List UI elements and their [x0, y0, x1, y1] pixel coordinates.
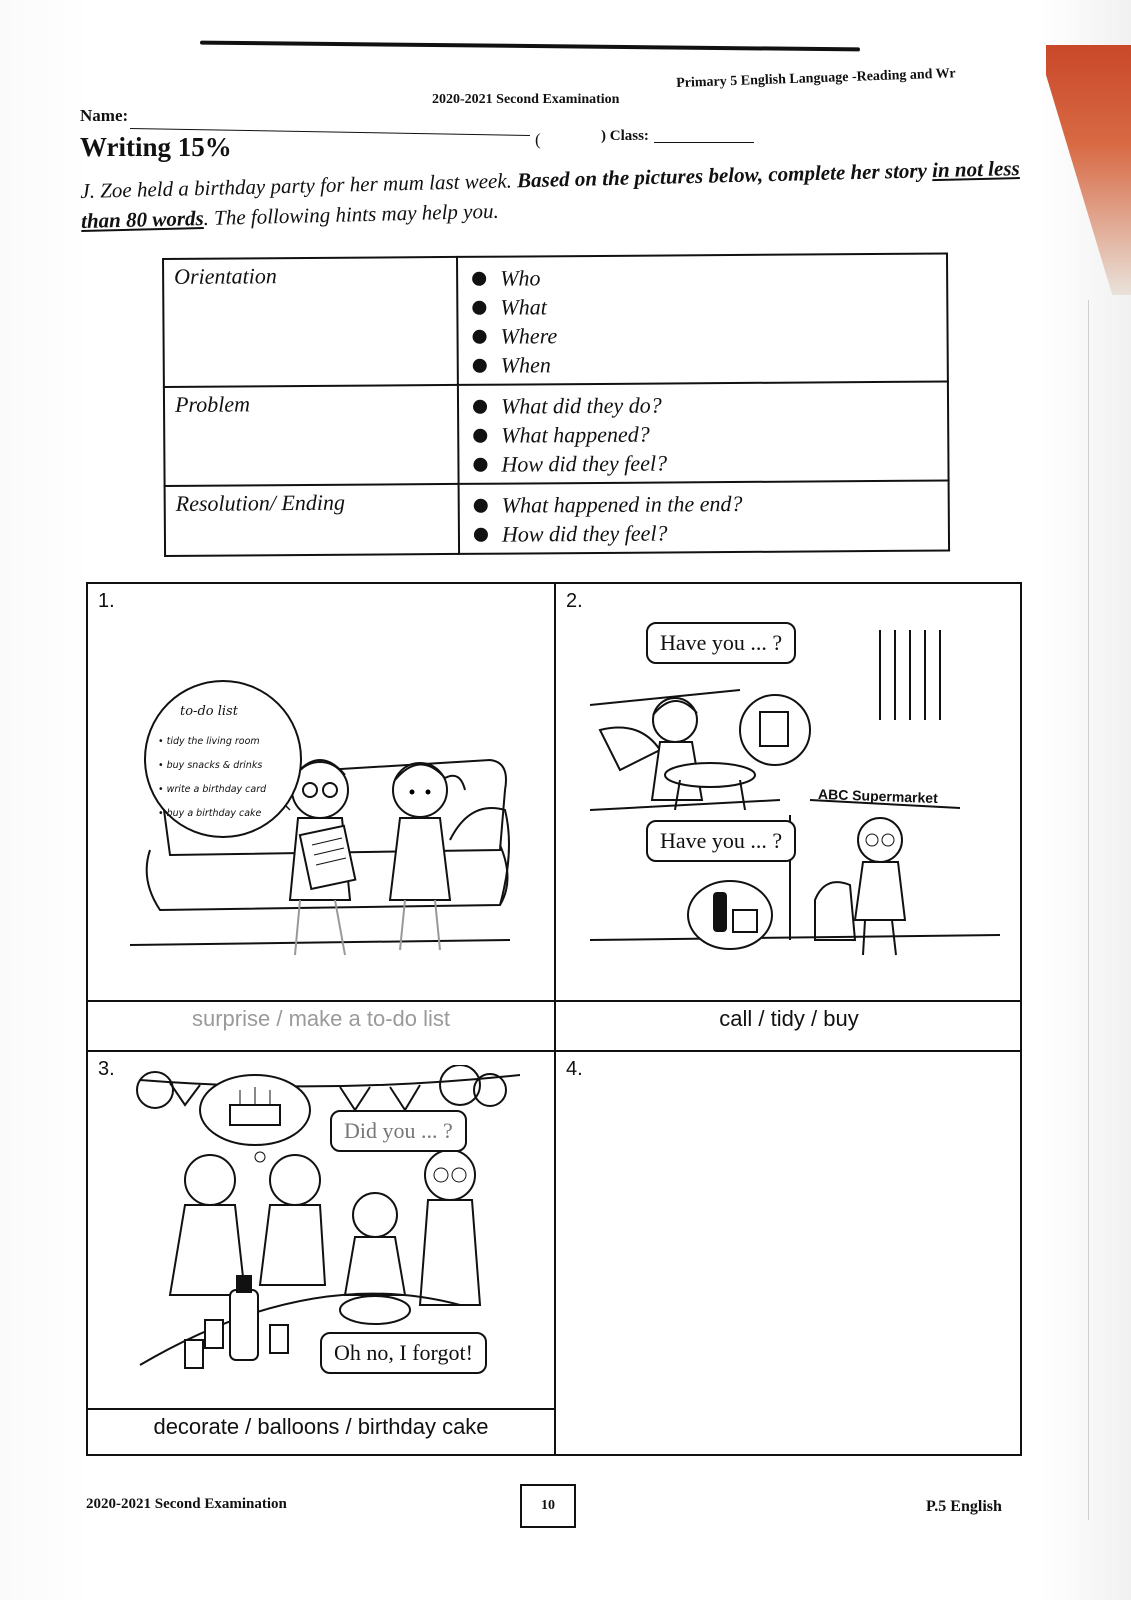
question-letter: J.: [80, 178, 96, 203]
todo-item: • tidy the living room: [158, 736, 260, 747]
panel-number: 1.: [98, 590, 115, 612]
todo-item: • buy snacks & drinks: [158, 760, 263, 771]
hint-item: What happened in the end?: [470, 488, 938, 520]
hints-table: [162, 253, 950, 557]
hint-item: Where: [468, 319, 936, 351]
hint-row-resolution: [165, 481, 949, 556]
todo-list: [158, 730, 266, 826]
page-edge-line: [1088, 300, 1089, 1520]
question-text-end: . The following hints may help you.: [203, 198, 499, 230]
subject-header: Primary 5 English Language -Reading and Wr: [676, 66, 956, 91]
hint-item: Who: [468, 261, 936, 293]
hint-items: [457, 254, 948, 385]
question-word-requirement: in not less than 80 words: [80, 156, 1020, 233]
hint-category: Problem: [164, 385, 459, 486]
hint-category: Resolution/ Ending: [165, 484, 459, 556]
grid-divider-caption-1: [86, 1000, 1022, 1002]
hint-item: How did they feel?: [469, 447, 937, 479]
hint-item: How did they feel?: [470, 517, 938, 549]
panel-4-drawing-area[interactable]: [558, 1090, 1018, 1450]
grid-divider-middle: [86, 1050, 1022, 1052]
grid-divider-caption-3: [86, 1408, 556, 1410]
panel-number: 2.: [566, 590, 583, 612]
hint-item: What happened?: [469, 418, 937, 450]
speech-bubble-bottom: Have you ... ?: [646, 820, 796, 862]
panel-2-illustration: [580, 610, 1010, 990]
speech-bubble-bottom: Oh no, I forgot!: [320, 1332, 487, 1374]
todo-item: • write a birthday card: [158, 784, 267, 795]
panel-caption: decorate / balloons / birthday cake: [153, 1414, 489, 1439]
panel-number: 3.: [98, 1058, 115, 1080]
hint-item: What: [468, 290, 936, 322]
name-label: Name:: [80, 106, 129, 125]
class-label: ) Class:: [601, 128, 649, 144]
panel-caption: call / tidy / buy: [719, 1006, 859, 1031]
speech-bubble-top: Did you ... ?: [330, 1110, 467, 1152]
speech-bubble-top: Have you ... ?: [646, 622, 796, 664]
class-field[interactable]: [654, 142, 754, 143]
footer-exam: 2020-2021 Second Examination: [86, 1496, 287, 1512]
question-text-start: Zoe held a birthday party for her mum last week.: [99, 168, 513, 203]
hint-item: What did they do?: [469, 389, 937, 421]
panel-number: 4.: [566, 1058, 583, 1080]
todo-item: • buy a birthday cake: [158, 808, 262, 819]
panel-caption: surprise / make a to-do list: [192, 1006, 450, 1031]
store-sign: ABC Supermarket: [817, 785, 939, 807]
hint-category: Orientation: [163, 257, 458, 387]
page-number: 10: [520, 1484, 576, 1528]
hint-items: [458, 382, 949, 484]
hint-row-problem: [164, 382, 949, 486]
todo-title: to-do list: [180, 704, 238, 719]
hint-item: When: [469, 348, 937, 380]
class-number-open: (: [535, 130, 541, 149]
hint-items: [459, 481, 949, 554]
hint-row-orientation: [163, 254, 948, 387]
question-text-bold: Based on the pictures below, complete her story: [516, 158, 928, 193]
footer-subject: P.5 English: [926, 1498, 1002, 1515]
exam-header: 2020-2021 Second Examination: [432, 92, 620, 107]
section-title: Writing 15%: [80, 132, 232, 162]
